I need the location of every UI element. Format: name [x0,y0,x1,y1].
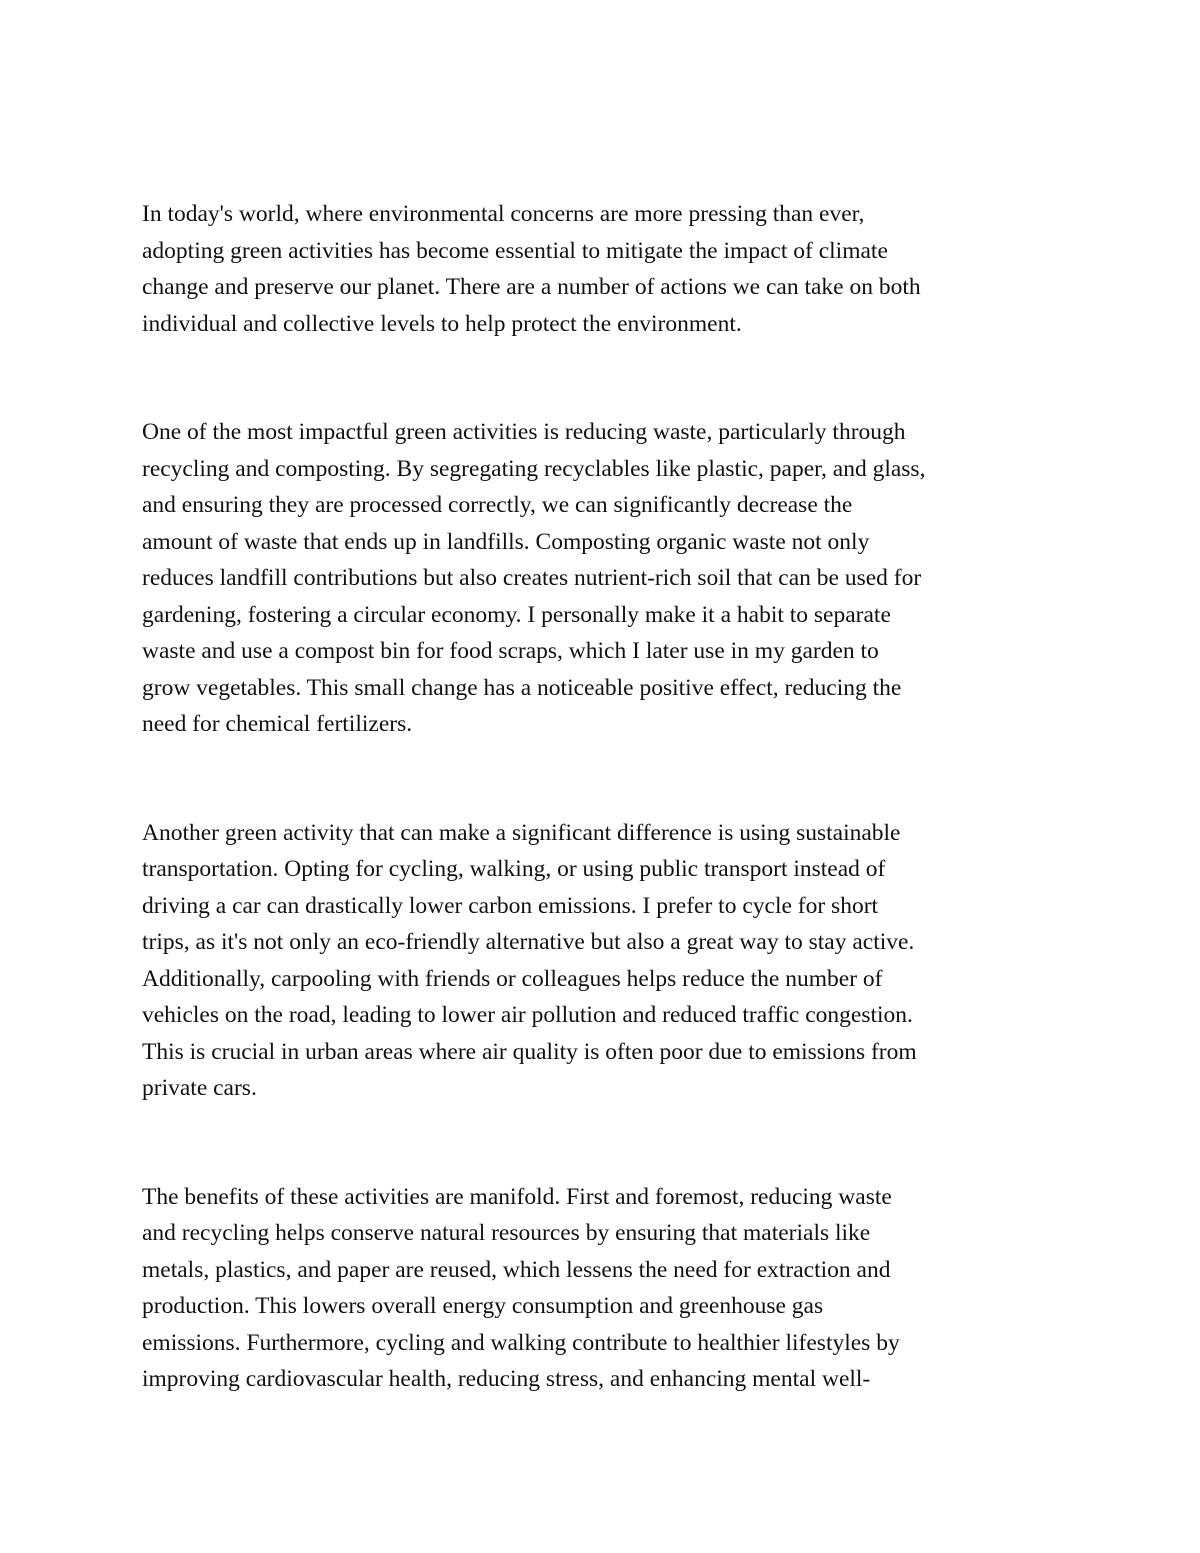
text-line: and ensuring they are processed correctly, we can significantly decrease the [142,492,853,518]
paragraph-spacer [142,342,1072,414]
text-line: grow vegetables. This small change has a noticeable positive effect, reducing the [142,674,902,701]
text-line: need for chemical fertilizers. [142,711,413,737]
paragraph-transportation [142,815,1072,1107]
text-line: individual and collective levels to help protect the environment. [142,310,742,337]
text-line: transportation. Opting for cycling, walking, or using public transport instead of [142,856,886,882]
text-line: change and preserve our planet. There are a number of actions we can take on both [142,274,921,300]
text-line: trips, as it's not only an eco-friendly alternative but also a great way to stay active. [142,929,915,955]
paragraph-spacer [142,743,1072,815]
paragraph-spacer [142,1107,1072,1179]
text-line: Another green activity that can make a significant difference is using sustainable [142,819,901,846]
text-line: recycling and composting. By segregating recyclables like plastic, paper, and glass, [142,455,926,482]
text-line: One of the most impactful green activities is reducing waste, particularly through [142,419,906,445]
text-line: In today's world, where environmental concerns are more pressing than ever, [142,201,865,227]
text-line: metals, plastics, and paper are reused, which lessens the need for extraction and [142,1256,891,1283]
text-line: waste and use a compost bin for food scraps, which I later use in my garden to [142,638,879,664]
paragraph-waste-reduction [142,414,1072,743]
text-line: The benefits of these activities are manifold. First and foremost, reducing waste [142,1183,892,1210]
text-line: emissions. Furthermore, cycling and walking contribute to healthier lifestyles by [142,1329,900,1356]
text-line: and recycling helps conserve natural resources by ensuring that materials like [142,1220,871,1246]
text-line: Additionally, carpooling with friends or colleagues helps reduce the number of [142,965,883,992]
text-line: private cars. [142,1075,257,1101]
text-line: adopting green activities has become essential to mitigate the impact of climate [142,237,888,264]
text-line: gardening, fostering a circular economy. I personally make it a habit to separate [142,601,891,628]
text-line: production. This lowers overall energy consumption and greenhouse gas [142,1293,824,1319]
paragraph-intro [142,196,1072,342]
text-line: reduces landfill contributions but also creates nutrient-rich soil that can be used for [142,565,922,591]
text-line: driving a car can drastically lower carbon emissions. I prefer to cycle for short [142,892,879,919]
text-line: This is crucial in urban areas where air quality is often poor due to emissions from [142,1038,917,1065]
document-body [142,196,1072,1398]
text-line: vehicles on the road, leading to lower air pollution and reduced traffic congestion. [142,1002,913,1028]
text-line: improving cardiovascular health, reducing stress, and enhancing mental well- [142,1366,871,1392]
paragraph-benefits [142,1179,1072,1398]
text-line: amount of waste that ends up in landfills. Composting organic waste not only [142,528,870,555]
